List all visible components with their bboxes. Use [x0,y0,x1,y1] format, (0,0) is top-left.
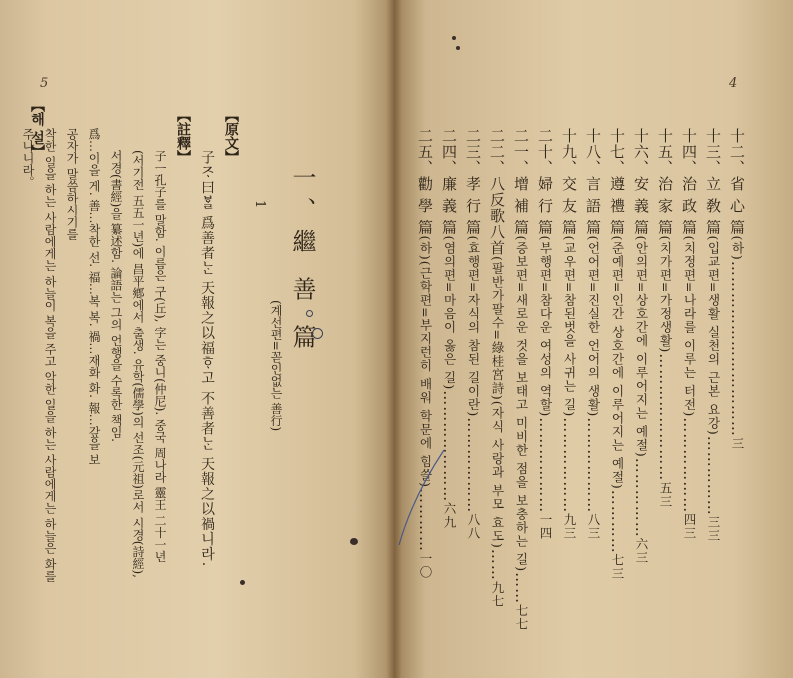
ink-ring [306,310,313,317]
wonmun-label: 【原文】 [223,108,239,164]
chapter-title: 一、繼 善 篇 [288,165,316,357]
section-number: 1 [252,200,267,209]
toc-entry: 十七、遵 禮 篇(준예편=인간 상호간에 이루어지는 예절)…………七三 [608,128,626,581]
haeseol-line-3: 주나니라。 [21,128,35,188]
ink-blot [452,36,456,40]
toc-entry: 十八、言 語 篇(언어편=진실한 언어의 생활)………………八三 [584,128,602,541]
juseok-line-1: 子ㅡ孔子를 말함. 이름은 구(丘), 字는 중니(仲尼). 중국 周나라 靈王 二十一년 [153,150,167,563]
book-spine [386,0,402,678]
juseok-line-4: 爲…이을 게. 善…착한 선. 福…복 복. 禍…재화 화. 報…갚을 보 [87,128,101,466]
toc-entry: 二四、廉 義 篇(염의편=마음이 옳은 길)…………………六九 [440,128,458,530]
haeseol-label: 【해 설】 [29,98,45,159]
pen-mark [394,440,454,550]
toc-entry: 二五、勸 學 篇(하)(근학편=부지런히 배워 학문에 힘쓸)…………一〇 [416,128,434,579]
left-page [0,0,394,678]
toc-entry: 十二、省 心 篇(하)……………………………三 [728,128,746,451]
right-page-number: 4 [729,76,738,91]
toc-entry: 十三、立 敎 篇(입교편=생활 실천의 근본 요강)……………三三 [704,128,722,543]
toc-entry: 二一、增 補 篇(증보편=새로운 것을 보태고 미비한 점을 보충하는 길)……七七 [512,128,530,632]
toc-entry: 二三、孝 行 篇(효행편=자식의 참된 길이란)………………八八 [464,128,482,541]
juseok-line-2: (서기전 五五一년)에 昌平鄕에서 출생. 유학(儒學)의 선조(元祖)로서 시경(詩經), [131,150,145,578]
left-page-number: 5 [40,76,49,91]
juseok-label: 【註釋】 [175,108,191,164]
toc-entry: 十四、治 政 篇(치정편=나라를 이루는 터전)………………四三 [680,128,698,541]
juseok-line-3: 서경(書經)을 纂述함. 論語는 그의 언행을 수록한 책임. [109,150,123,442]
toc-entry: 十六、安 義 篇(안의편=상호간에 이루어지는 예절)……………六三 [632,128,650,565]
ink-blot [350,538,358,545]
toc-entry: 十九、交 友 篇(교우편=참된벗을 사귀는 길)………………九三 [560,128,578,541]
ink-blot [240,580,245,585]
right-page [394,0,793,678]
haeseol-line-2: 착한 일을 하는 사람에게는 하늘이 복을 주고 악한 일을 하는 사람에게는 하늘은 화를 [43,128,57,582]
toc-entry: 二二、八反歌八首(팔반가팔수=綠桂宮詩)(자식 사랑과 부모 효도)……九七 [488,128,506,608]
ink-blot [456,46,460,50]
wonmun-line: 子ᄌᆞ曰ᄫᆞᆯ 爲善者ᄂᆞᆫ 天報之以福ᄒᆞ고 不善者ᄂᆞᆫ 天報之以禍니라. [199,150,215,568]
chapter-subtitle: (계선편=꼳인없는 善行) [269,300,283,432]
haeseol-line-1: 공자가 말씀하시기를 [65,128,79,240]
toc-entry: 二十、婦 行 篇(부행편=참다운 여성의 역할)………………一四 [536,128,554,541]
ink-ring [312,328,323,339]
toc-entry: 十五、治 家 篇(치가편=가정생활)……………………五三 [656,128,674,509]
